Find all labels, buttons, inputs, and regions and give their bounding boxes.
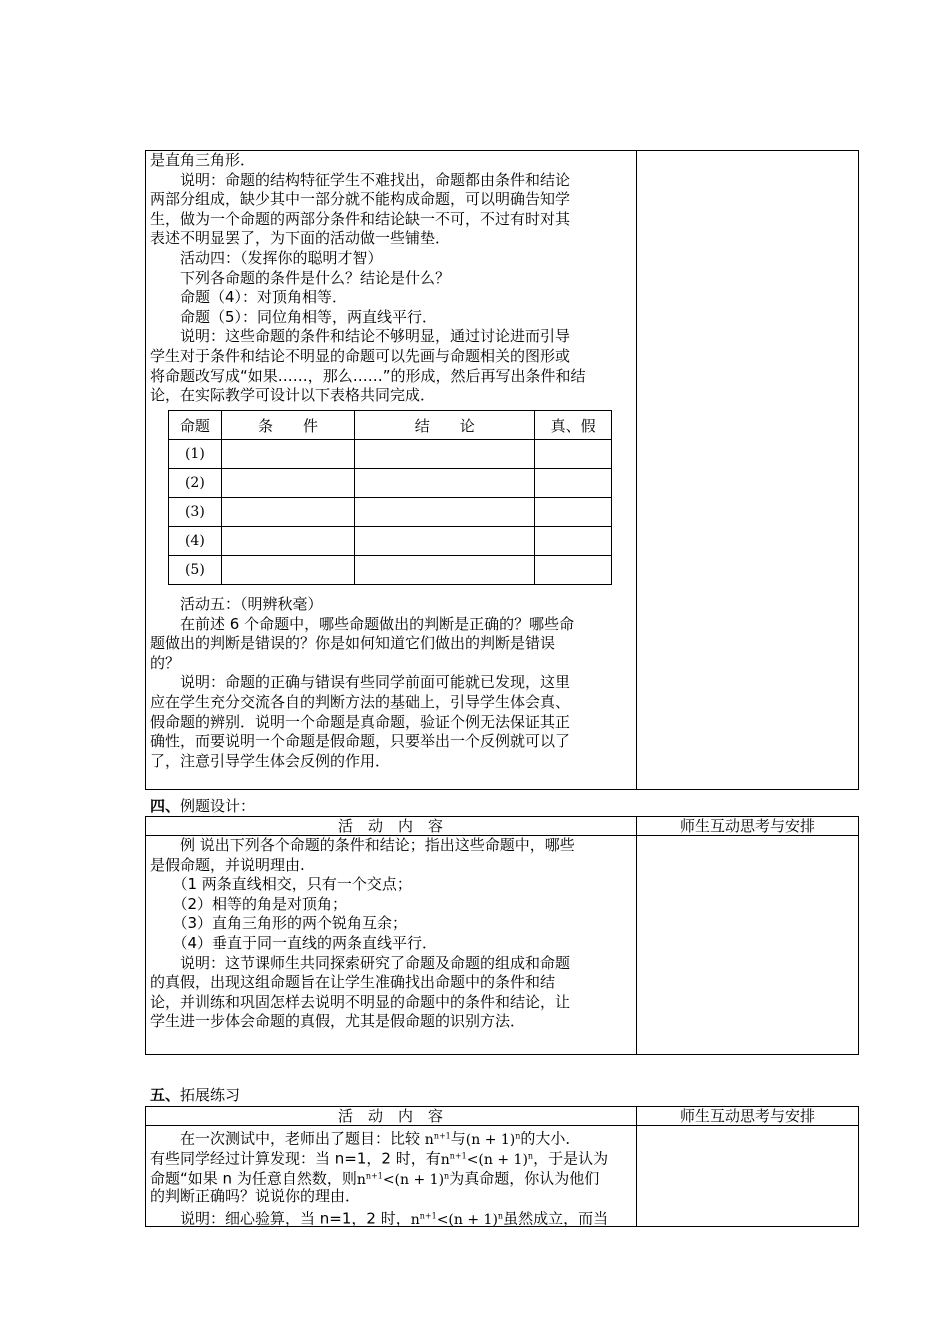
text-line: 活动四：（发挥你的聪明才智） xyxy=(150,249,383,267)
text: ，于是认为 xyxy=(533,1149,609,1168)
math-base: (n + 1) xyxy=(478,1151,528,1168)
grid-cell xyxy=(355,440,535,469)
text-line: 假命题的辨别．说明一个命题是真命题，验证个例无法保证其正 xyxy=(150,712,571,731)
math-exponent: n+1 xyxy=(449,1151,467,1160)
text-line: 题做出的判断是错误的？你是如何知道它们做出的判断是错误 xyxy=(150,634,556,653)
text-line: 了，注意引导学生体会反例的作用． xyxy=(150,751,391,770)
grid-cell xyxy=(221,440,354,469)
section-number: 四、 xyxy=(150,797,181,815)
grid-cell xyxy=(221,556,354,585)
text-line: 命题（5）：同位角相等，两直线平行． xyxy=(150,307,438,326)
text-line: 说明：命题的结构特征学生不难找出，命题都由条件和结论 xyxy=(150,170,571,189)
grid-row-label: (2) xyxy=(169,469,222,498)
text-line: 论，在实际教学可设计以下表格共同完成． xyxy=(150,386,436,405)
math-base: (n + 1) xyxy=(465,1131,516,1148)
text: 为真命题，你认为他们 xyxy=(449,1169,600,1188)
grid-cell xyxy=(355,469,535,498)
column-divider xyxy=(636,816,637,1055)
text-line: 确性，而要说明一个命题是假命题，只要举出一个反例就可以了 xyxy=(150,732,571,751)
math-base: (n + 1) xyxy=(394,1171,445,1188)
grid-header-proposition: 命题 xyxy=(169,411,222,440)
text-line: 说明：这节课师生共同探索研究了命题及命题的组成和命题 xyxy=(150,953,571,972)
grid-header-conclusion-text: 结 论 xyxy=(414,416,475,435)
grid-cell xyxy=(221,469,354,498)
grid-cell xyxy=(535,556,612,585)
section-heading-extension xyxy=(150,1084,240,1105)
text: 有些同学经过计算发现：当 n=1，2 时，有 xyxy=(150,1149,441,1168)
math-exponent: n xyxy=(527,1151,534,1160)
proposition-grid xyxy=(168,410,612,585)
math-base: n xyxy=(356,1171,366,1188)
column-divider xyxy=(636,150,637,790)
grid-header-condition: 条 件 xyxy=(221,411,354,440)
grid-row xyxy=(169,556,612,585)
text-line: 例 说出下列各个命题的条件和结论；指出这些命题中，哪些 xyxy=(150,836,575,854)
math-operator: < xyxy=(382,1171,395,1188)
grid-cell xyxy=(355,498,535,527)
extension-col-interaction-header: 师生互动思考与安排 xyxy=(679,1107,815,1125)
extension-line-5 xyxy=(150,1206,608,1230)
text-line: 应在学生充分交流各自的判断方法的基础上，引导学生体会真、 xyxy=(150,693,571,711)
grid-header-row xyxy=(169,411,612,440)
examples-col-interaction-header: 师生互动思考与安排 xyxy=(679,817,815,835)
text-line: 学生对于条件和结论不明显的命题可以先画与命题相关的图形或 xyxy=(150,347,571,365)
math-exponent: n+1 xyxy=(419,1211,437,1220)
text-line: 生，做为一个命题的两部分条件和结论缺一不可，不过有时对其 xyxy=(150,209,571,228)
math-base: n xyxy=(410,1211,420,1228)
math-exponent: n xyxy=(515,1131,521,1140)
math-operator: < xyxy=(436,1211,449,1228)
text-line: 是直角三角形． xyxy=(150,151,256,169)
text-line: 说明：这些命题的条件和结论不够明显，通过讨论进而引导 xyxy=(150,327,571,346)
math-base: n xyxy=(424,1131,434,1148)
grid-cell xyxy=(535,440,612,469)
text: 在一次测试中，老师出了题目：比较 xyxy=(150,1129,425,1148)
grid-cell xyxy=(355,556,535,585)
grid-cell xyxy=(535,498,612,527)
math-exponent: n xyxy=(444,1171,450,1180)
math-inequality xyxy=(411,1212,503,1228)
text-line: （1 两条直线相交，只有一个交点； xyxy=(150,875,412,894)
text: 的大小． xyxy=(520,1129,581,1148)
grid-cell xyxy=(535,527,612,556)
grid-cell xyxy=(355,527,535,556)
grid-row xyxy=(169,498,612,527)
text-line: （2）相等的角是对顶角； xyxy=(150,894,348,913)
grid-row-label: (4) xyxy=(169,527,222,556)
grid-row xyxy=(169,440,612,469)
math-exponent: n xyxy=(497,1211,504,1220)
text-line: 的？ xyxy=(150,653,181,672)
text-line: （4）垂直于同一直线的两条直线平行． xyxy=(150,934,438,952)
text-line: 两部分组成，缺少其中一部分就不能构成命题，可以明确告知学 xyxy=(150,190,571,209)
text: 说明：细心验算，当 n=1，2 时， xyxy=(150,1209,411,1228)
grid-header-conclusion xyxy=(355,411,535,440)
text: 虽然成立，而当 xyxy=(503,1209,609,1228)
section-heading-examples xyxy=(150,795,255,816)
text-line: （3）直角三角形的两个锐角互余； xyxy=(150,914,408,933)
text-line: 的真假，出现这组命题旨在让学生准确找出命题中的条件和结 xyxy=(150,973,556,992)
text-line: 在前述 6 个命题中，哪些命题做出的判断是正确的？哪些命 xyxy=(150,614,575,633)
math-exponent: n+1 xyxy=(433,1131,451,1140)
math-operator: < xyxy=(466,1151,479,1168)
text-line: 表述不明显罢了，为下面的活动做一些铺垫． xyxy=(150,229,451,248)
grid-cell xyxy=(221,527,354,556)
grid-cell xyxy=(535,469,612,498)
text-line: 说明：命题的正确与错误有些同学前面可能就已发现，这里 xyxy=(150,673,571,692)
grid-row xyxy=(169,469,612,498)
grid-row-label: (3) xyxy=(169,498,222,527)
text: 命题“如果 n 为任意自然数，则 xyxy=(150,1169,357,1188)
examples-col-activity-header: 活 动 内 容 xyxy=(337,817,443,835)
section-number: 五、 xyxy=(150,1086,181,1104)
section-title: 例题设计： xyxy=(180,797,256,815)
text-line: 将命题改写成“如果……，那么……”的形成，然后再写出条件和结 xyxy=(150,366,586,385)
text-line: 活动五：（明辨秋毫） xyxy=(150,595,323,613)
text-line: 是假命题，并说明理由. xyxy=(150,855,305,874)
math-base: (n + 1) xyxy=(448,1211,498,1228)
text: 与 xyxy=(450,1129,466,1148)
section-title: 拓展练习 xyxy=(180,1086,241,1104)
grid-row-label: (1) xyxy=(169,440,222,469)
grid-row-label: (5) xyxy=(169,556,222,585)
grid-row xyxy=(169,527,612,556)
math-inequality xyxy=(357,1172,449,1188)
math-exponent: n+1 xyxy=(365,1171,383,1180)
grid-header-truth: 真、假 xyxy=(535,411,612,440)
text-line: 下列各命题的条件是什么？结论是什么？ xyxy=(150,268,451,287)
extension-col-activity-header: 活 动 内 容 xyxy=(337,1107,443,1125)
extension-line-4: 的判断正确吗？说说你的理由． xyxy=(150,1187,361,1205)
math-base: n xyxy=(440,1151,450,1168)
grid-cell xyxy=(221,498,354,527)
text-line: 命题（4）：对顶角相等． xyxy=(150,288,348,307)
text-line: 学生进一步体会命题的真假，尤其是假命题的识别方法． xyxy=(150,1012,526,1031)
text-line: 论，并训练和巩固怎样去说明不明显的命题中的条件和结论，让 xyxy=(150,992,571,1011)
